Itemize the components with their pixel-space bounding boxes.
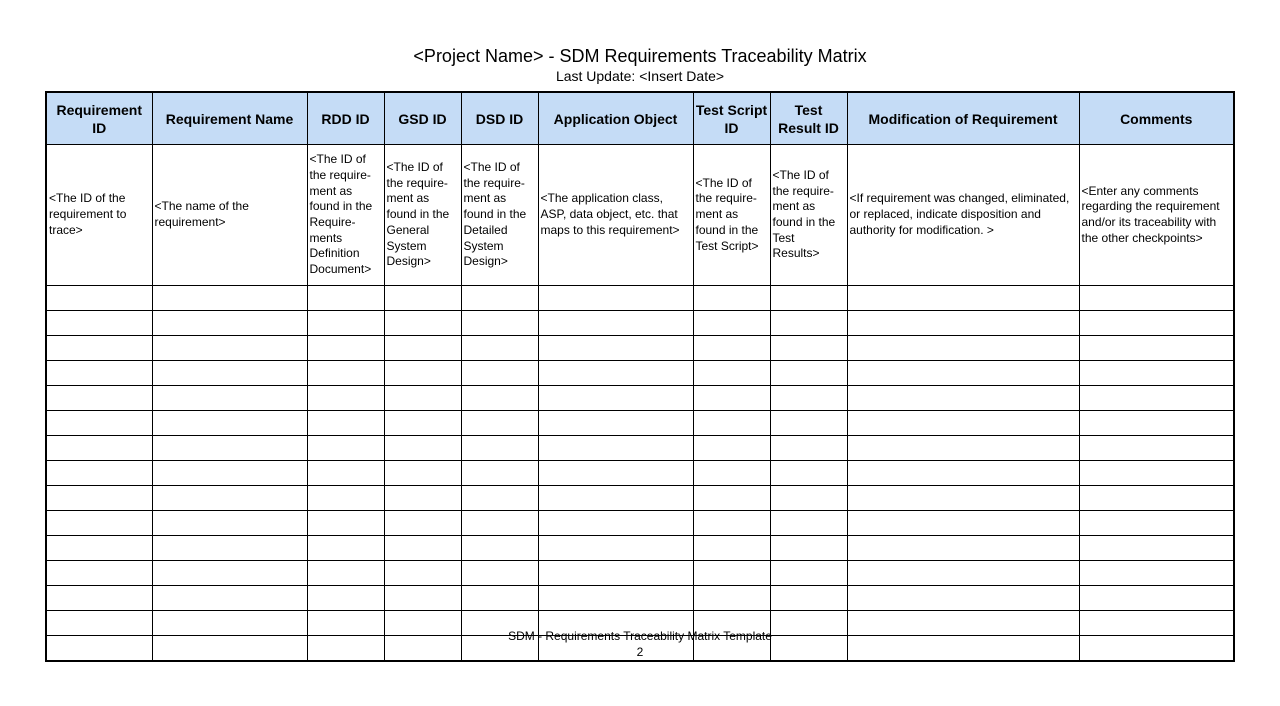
table-cell[interactable] — [461, 386, 538, 411]
table-cell[interactable] — [770, 336, 847, 361]
table-cell[interactable] — [46, 411, 152, 436]
table-cell[interactable] — [538, 511, 693, 536]
table-cell[interactable] — [152, 311, 307, 336]
table-cell[interactable] — [538, 386, 693, 411]
table-cell[interactable] — [1079, 436, 1234, 461]
table-cell[interactable] — [538, 536, 693, 561]
table-cell[interactable] — [538, 561, 693, 586]
table-cell[interactable] — [152, 586, 307, 611]
table-cell[interactable] — [693, 461, 770, 486]
table-cell[interactable] — [307, 311, 384, 336]
table-cell[interactable] — [152, 411, 307, 436]
traceability-matrix-table — [45, 91, 1235, 662]
table-cell[interactable] — [693, 311, 770, 336]
table-cell[interactable] — [770, 436, 847, 461]
table-cell[interactable] — [538, 411, 693, 436]
table-cell[interactable] — [1079, 586, 1234, 611]
header-gsd-id: GSD ID — [384, 92, 461, 145]
table-cell[interactable] — [1079, 511, 1234, 536]
page-number: 2 — [636, 645, 644, 659]
header-modification-of-requirement: Modification of Requirement — [847, 92, 1079, 145]
table-cell[interactable] — [693, 286, 770, 311]
header-requirement-name: Requirement Name — [152, 92, 307, 145]
table-cell[interactable] — [307, 436, 384, 461]
table-cell[interactable] — [693, 561, 770, 586]
table-cell[interactable] — [152, 386, 307, 411]
table-cell[interactable] — [461, 311, 538, 336]
table-cell[interactable] — [847, 436, 1079, 461]
desc-requirement-name[interactable]: <The name of the requirement> — [152, 145, 307, 286]
table-cell[interactable] — [384, 311, 461, 336]
table-cell[interactable] — [46, 486, 152, 511]
table-cell[interactable] — [1079, 336, 1234, 361]
table-cell[interactable] — [384, 286, 461, 311]
table-cell[interactable] — [46, 336, 152, 361]
desc-application-object[interactable]: <The application class, ASP, data object, etc. that maps to this requirement> — [538, 145, 693, 286]
table-cell[interactable] — [770, 386, 847, 411]
table-cell[interactable] — [46, 361, 152, 386]
table-cell[interactable] — [770, 586, 847, 611]
table-cell[interactable] — [461, 536, 538, 561]
table-row — [46, 461, 1234, 486]
table-cell[interactable] — [461, 486, 538, 511]
table-cell[interactable] — [770, 561, 847, 586]
table-cell[interactable] — [46, 436, 152, 461]
table-cell[interactable] — [538, 586, 693, 611]
table-cell[interactable] — [693, 536, 770, 561]
table-cell[interactable] — [693, 586, 770, 611]
table-cell[interactable] — [384, 486, 461, 511]
table-cell[interactable] — [461, 361, 538, 386]
table-cell[interactable] — [307, 536, 384, 561]
table-cell[interactable] — [384, 461, 461, 486]
header-test-script-id: Test Script ID — [693, 92, 770, 145]
table-cell[interactable] — [693, 436, 770, 461]
table-cell[interactable] — [770, 311, 847, 336]
table-cell[interactable] — [461, 336, 538, 361]
table-cell[interactable] — [461, 586, 538, 611]
table-row — [46, 336, 1234, 361]
table-cell[interactable] — [538, 311, 693, 336]
table-cell[interactable] — [1079, 536, 1234, 561]
table-cell[interactable] — [1079, 386, 1234, 411]
header-dsd-id: DSD ID — [461, 92, 538, 145]
table-cell[interactable] — [770, 511, 847, 536]
table-cell[interactable] — [307, 386, 384, 411]
table-cell[interactable] — [538, 336, 693, 361]
table-cell[interactable] — [847, 536, 1079, 561]
table-cell[interactable] — [847, 411, 1079, 436]
table-cell[interactable] — [538, 436, 693, 461]
table-cell[interactable] — [770, 361, 847, 386]
table-cell[interactable] — [693, 386, 770, 411]
table-cell[interactable] — [1079, 311, 1234, 336]
table-cell[interactable] — [847, 461, 1079, 486]
desc-test-script-id[interactable]: <The ID of the require-ment as found in the Test Script> — [693, 145, 770, 286]
table-cell[interactable] — [1079, 486, 1234, 511]
table-cell[interactable] — [461, 436, 538, 461]
table-cell[interactable] — [307, 411, 384, 436]
table-cell[interactable] — [693, 336, 770, 361]
table-cell[interactable] — [538, 461, 693, 486]
table-cell[interactable] — [693, 361, 770, 386]
table-cell[interactable] — [152, 511, 307, 536]
table-cell[interactable] — [46, 536, 152, 561]
table-cell[interactable] — [384, 336, 461, 361]
table-cell[interactable] — [307, 286, 384, 311]
table-cell[interactable] — [307, 486, 384, 511]
table-cell[interactable] — [46, 286, 152, 311]
table-cell[interactable] — [152, 486, 307, 511]
table-cell[interactable] — [847, 486, 1079, 511]
last-update-line: Last Update: <Insert Date> — [555, 68, 725, 84]
table-cell[interactable] — [307, 461, 384, 486]
table-cell[interactable] — [152, 461, 307, 486]
table-cell[interactable] — [152, 336, 307, 361]
table-row — [46, 286, 1234, 311]
table-cell[interactable] — [693, 486, 770, 511]
table-cell[interactable] — [461, 286, 538, 311]
table-cell[interactable] — [1079, 411, 1234, 436]
table-cell[interactable] — [384, 511, 461, 536]
table-cell[interactable] — [461, 511, 538, 536]
header-application-object: Application Object — [538, 92, 693, 145]
description-row — [46, 145, 1234, 286]
table-cell[interactable] — [152, 561, 307, 586]
table-row — [46, 536, 1234, 561]
table-cell[interactable] — [307, 361, 384, 386]
table-row — [46, 436, 1234, 461]
table-cell[interactable] — [152, 361, 307, 386]
table-cell[interactable] — [46, 561, 152, 586]
table-cell[interactable] — [770, 461, 847, 486]
header-row — [46, 92, 1234, 145]
desc-modification-of-requirement[interactable]: <If requirement was changed, eliminated, or replaced, indicate disposition and authority for modification. > — [847, 145, 1079, 286]
table-row — [46, 411, 1234, 436]
table-cell[interactable] — [384, 536, 461, 561]
table-cell[interactable] — [384, 386, 461, 411]
table-cell[interactable] — [152, 286, 307, 311]
header-rdd-id: RDD ID — [307, 92, 384, 145]
footer-title: SDM - Requirements Traceability Matrix Template — [508, 629, 772, 643]
page-footer — [0, 628, 1280, 660]
table-cell[interactable] — [461, 411, 538, 436]
table-cell[interactable] — [384, 561, 461, 586]
table-cell[interactable] — [1079, 286, 1234, 311]
table-cell[interactable] — [1079, 361, 1234, 386]
table-cell[interactable] — [46, 311, 152, 336]
table-row — [46, 586, 1234, 611]
table-cell[interactable] — [847, 336, 1079, 361]
table-cell[interactable] — [693, 411, 770, 436]
header-comments: Comments — [1079, 92, 1234, 145]
table-row — [46, 511, 1234, 536]
table-cell[interactable] — [152, 436, 307, 461]
table-row — [46, 561, 1234, 586]
desc-comments[interactable]: <Enter any comments regarding the requirement and/or its traceability with the other checkpoints> — [1079, 145, 1234, 286]
table-cell[interactable] — [384, 361, 461, 386]
table-row — [46, 361, 1234, 386]
table-cell[interactable] — [847, 511, 1079, 536]
table-cell[interactable] — [307, 336, 384, 361]
table-cell[interactable] — [847, 561, 1079, 586]
table-cell[interactable] — [384, 436, 461, 461]
desc-rdd-id[interactable]: <The ID of the require-ment as found in the Require-ments Definition Document> — [307, 145, 384, 286]
table-cell[interactable] — [538, 361, 693, 386]
table-cell[interactable] — [46, 386, 152, 411]
table-cell[interactable] — [1079, 561, 1234, 586]
table-cell[interactable] — [770, 486, 847, 511]
table-cell[interactable] — [307, 586, 384, 611]
table-cell[interactable] — [770, 286, 847, 311]
desc-dsd-id[interactable]: <The ID of the require-ment as found in the Detailed System Design> — [461, 145, 538, 286]
table-row — [46, 486, 1234, 511]
table-row — [46, 311, 1234, 336]
table-cell[interactable] — [384, 586, 461, 611]
table-cell[interactable] — [770, 411, 847, 436]
table-row — [46, 386, 1234, 411]
table-cell[interactable] — [307, 511, 384, 536]
table-cell[interactable] — [46, 586, 152, 611]
table-cell[interactable] — [461, 561, 538, 586]
table-cell[interactable] — [152, 536, 307, 561]
table-cell[interactable] — [384, 411, 461, 436]
table-cell[interactable] — [847, 386, 1079, 411]
desc-test-result-id[interactable]: <The ID of the require-ment as found in the Test Results> — [770, 145, 847, 286]
document-title: <Project Name> - SDM Requirements Traceability Matrix — [413, 46, 867, 66]
table-cell[interactable] — [46, 461, 152, 486]
table-cell[interactable] — [770, 536, 847, 561]
header-test-result-id: Test Result ID — [770, 92, 847, 145]
table-cell[interactable] — [693, 511, 770, 536]
table-cell[interactable] — [461, 461, 538, 486]
table-cell[interactable] — [307, 561, 384, 586]
table-cell[interactable] — [847, 311, 1079, 336]
table-cell[interactable] — [847, 361, 1079, 386]
desc-gsd-id[interactable]: <The ID of the require-ment as found in the General System Design> — [384, 145, 461, 286]
table-cell[interactable] — [538, 486, 693, 511]
table-cell[interactable] — [46, 511, 152, 536]
desc-requirement-id[interactable]: <The ID of the requirement to trace> — [46, 145, 152, 286]
table-cell[interactable] — [538, 286, 693, 311]
table-cell[interactable] — [847, 586, 1079, 611]
table-cell[interactable] — [1079, 461, 1234, 486]
table-cell[interactable] — [847, 286, 1079, 311]
header-requirement-id: Requirement ID — [46, 92, 152, 145]
